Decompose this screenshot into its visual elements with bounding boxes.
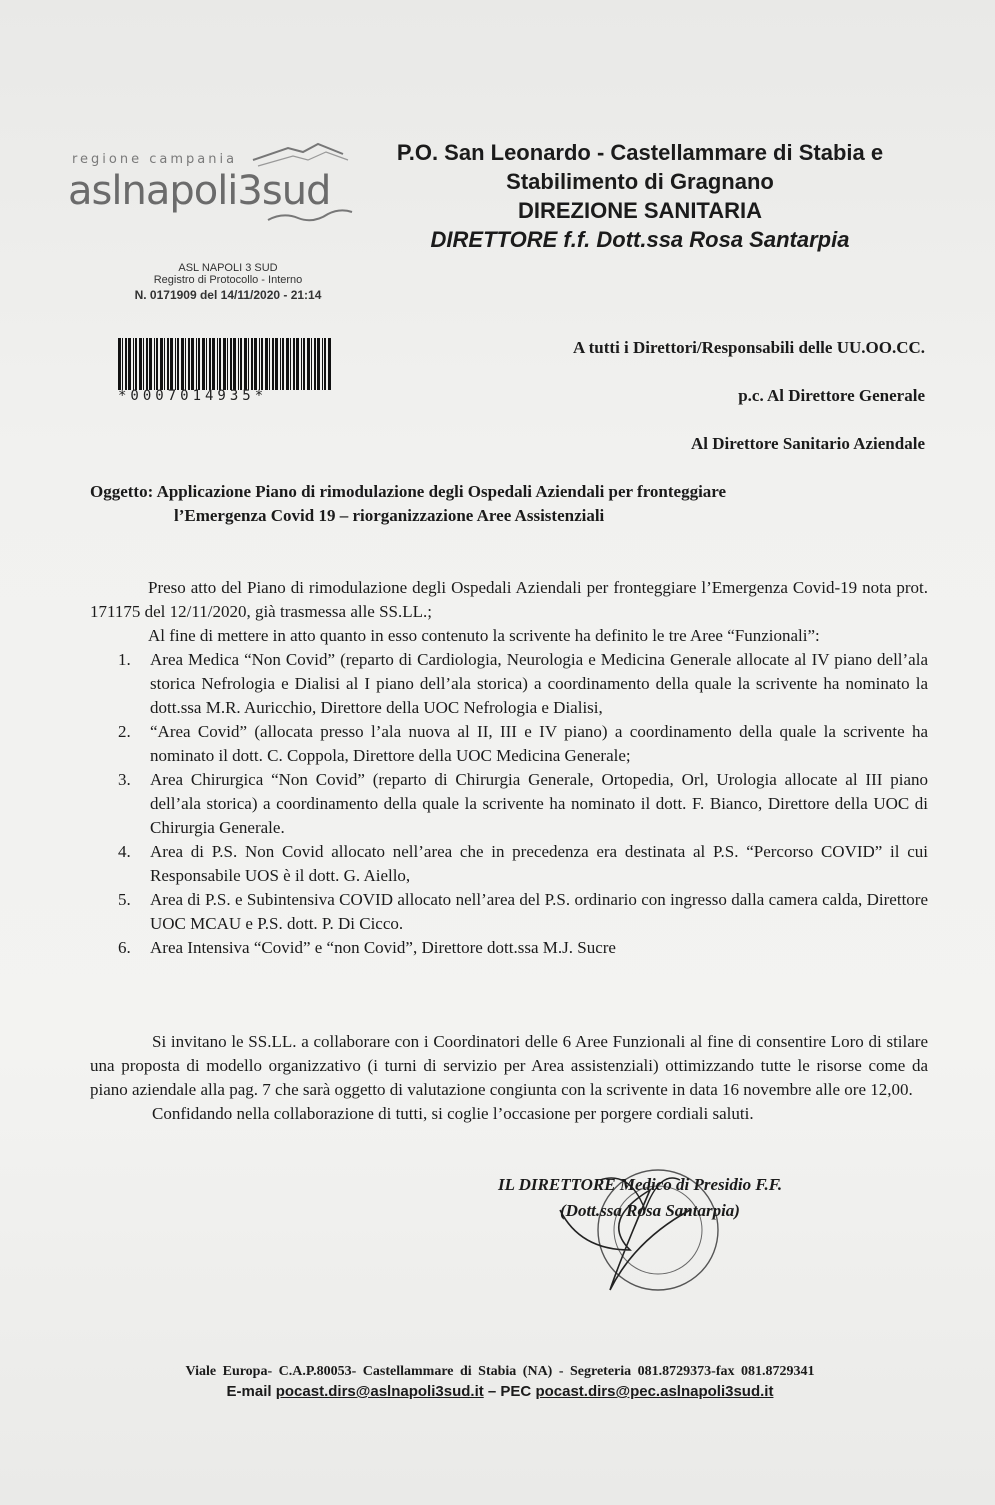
barcode xyxy=(118,338,336,390)
pec-link[interactable]: pocast.dirs@pec.aslnapoli3sud.it xyxy=(535,1383,774,1400)
body-paragraph-1: Preso atto del Piano di rimodulazione degli Ospedali Aziendali per fronteggiare l’Emergenza Covid-19 nota prot. 171175 del 12/11/2020, già trasmessa alle SS.LL.; xyxy=(90,578,928,621)
list-item-text: Area di P.S. e Subintensiva COVID allocato nell’area del P.S. ordinario con ingresso dalla camera calda, Direttore UOC MCAU e P.S. dott. P. Di Cicco. xyxy=(150,890,928,933)
stamp-line-2: Registro di Protocollo - Interno xyxy=(153,274,303,286)
list-item-text: Area Medica “Non Covid” (reparto di Cardiologia, Neurologia e Medicina Generale allocate al IV piano dell’ala storica Nefrologia e Dialisi al I piano dell’ala storica) a coordinamento della quale la scrivente ha nominato la dott.ssa M.R. Auricchio, Direttore della UOC Nefrologia e Dialisi, xyxy=(150,650,928,717)
list-item-text: Area Intensiva “Covid” e “non Covid”, Direttore dott.ssa M.J. Sucre xyxy=(150,938,616,957)
list-item-number: 4. xyxy=(118,842,131,861)
list-item xyxy=(90,648,928,720)
areas-list xyxy=(90,648,928,960)
subject-line-2: l’Emergenza Covid 19 – riorganizzazione Aree Assistenziali xyxy=(174,506,605,525)
header-line-2: Stabilimento di Gragnano xyxy=(506,169,774,194)
closing xyxy=(90,1030,928,1126)
footer-contacts xyxy=(70,1383,930,1400)
email-label: E-mail xyxy=(226,1383,272,1400)
header-line-4: DIRETTORE f.f. Dott.ssa Rosa Santarpia xyxy=(430,227,850,252)
subject-label: Oggetto: xyxy=(90,482,154,501)
list-item-text: Area di P.S. Non Covid allocato nell’area che in precedenza era destinata al P.S. “Percorso COVID” il cui Responsabile UOS è il dott. G. Aiello, xyxy=(150,842,928,885)
list-item-number: 6. xyxy=(118,938,131,957)
list-item-text: Area Chirurgica “Non Covid” (reparto di Chirurgia Generale, Ortopedia, Orl, Urologia allocate al III piano dell’ala storica) a coordinamento della quale la scrivente ha nominato il dott. F. Bianco, Direttore della UOC di Chirurgia Generale. xyxy=(150,770,928,837)
email-link[interactable]: pocast.dirs@aslnapoli3sud.it xyxy=(275,1383,484,1400)
list-item-number: 3. xyxy=(118,770,131,789)
recipient-to: A tutti i Direttori/Responsabili delle UU.OO.CC. xyxy=(573,338,925,357)
closing-paragraph-2: Confidando nella collaborazione di tutti, si coglie l’occasione per porgere cordiali saluti. xyxy=(152,1104,754,1123)
stamp-line-3: N. 0171909 del 14/11/2020 - 21:14 xyxy=(134,288,322,302)
subject-line-1: Applicazione Piano di rimodulazione degli Ospedali Aziendali per fronteggiare xyxy=(156,482,727,501)
logo-name: aslnapoli3sud xyxy=(68,168,331,214)
header-line-3: DIREZIONE SANITARIA xyxy=(517,198,763,223)
list-item xyxy=(90,720,928,768)
list-item-number: 2. xyxy=(118,722,131,741)
recipient-cc-2: Al Direttore Sanitario Aziendale xyxy=(690,434,925,453)
signature-name: (Dott.ssa Rosa Santarpia) xyxy=(560,1201,740,1220)
list-item-number: 1. xyxy=(118,650,131,669)
pec-label: – PEC xyxy=(487,1383,532,1400)
list-item xyxy=(90,936,928,960)
subject xyxy=(90,480,930,528)
signature-title: IL DIRETTORE Medico di Presidio F.F. xyxy=(498,1175,783,1194)
logo-region-text: regione campania xyxy=(72,152,238,167)
header-line-1: P.O. San Leonardo - Castellammare di Stabia e xyxy=(396,140,884,165)
signature-block xyxy=(498,1172,878,1224)
letterhead xyxy=(360,138,920,254)
closing-paragraph-1: Si invitano le SS.LL. a collaborare con i Coordinatori delle 6 Aree Funzionali al fine di consentire Loro di stilare una proposta di modello organizzativo (i turni di servizio per Area assistenziali) ottimizzando tutte le risorse come da piano aziendale alla pag. 7 che sarà oggetto di valutazione congiunta con la scrivente in data 16 novembre alle ore 12,00. xyxy=(90,1032,928,1099)
list-item xyxy=(90,768,928,840)
list-item xyxy=(90,840,928,888)
recipient-cc-1: p.c. Al Direttore Generale xyxy=(738,386,925,405)
list-item-text: “Area Covid” (allocata presso l’ala nuova al II, III e IV piano) a coordinamento della quale la scrivente ha nominato il dott. C. Coppola, Direttore della UOC Medicina Generale; xyxy=(150,722,928,765)
protocol-stamp xyxy=(108,262,348,302)
footer-address: Viale Europa- C.A.P.80053- Castellammare di Stabia (NA) - Segreteria 081.8729373-fax 081.8729341 xyxy=(185,1364,815,1379)
logo-waves-icon xyxy=(248,138,358,228)
stamp-line-1: ASL NAPOLI 3 SUD xyxy=(178,262,278,274)
list-item-number: 5. xyxy=(118,890,131,909)
barcode-number: *0007014935* xyxy=(118,388,268,404)
letter-body xyxy=(90,576,928,960)
body-paragraph-2: Al fine di mettere in atto quanto in esso contenuto la scrivente ha definito le tre Aree “Funzionali”: xyxy=(148,626,820,645)
list-item xyxy=(90,888,928,936)
footer xyxy=(70,1364,930,1400)
